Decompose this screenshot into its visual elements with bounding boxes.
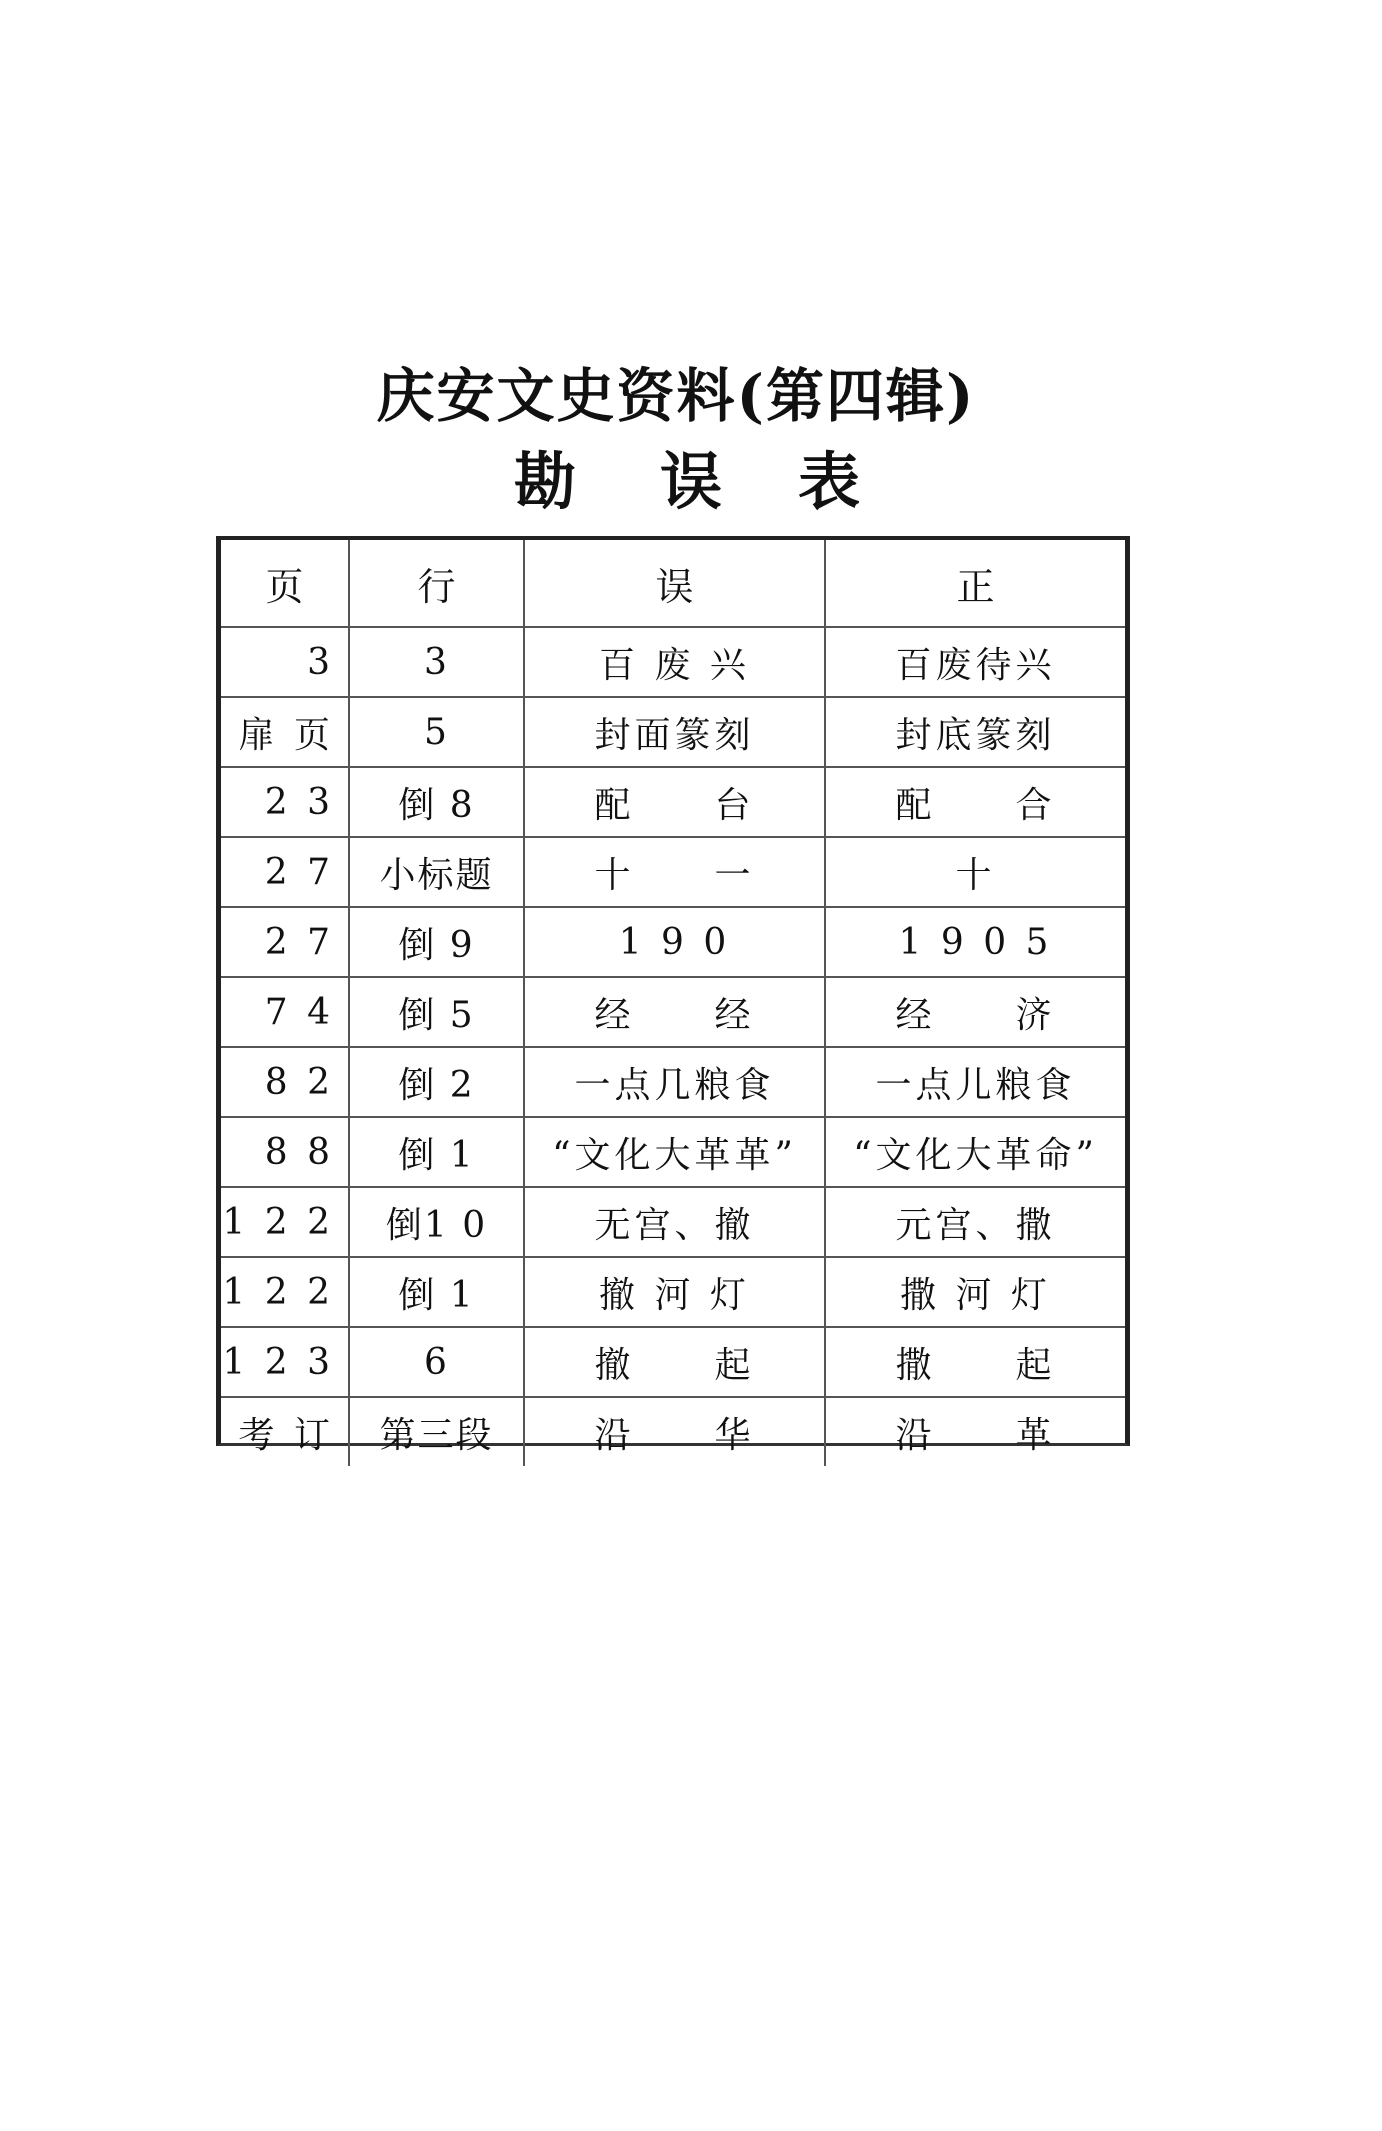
cell-correct: 沿 革 [895, 1414, 1056, 1456]
cell-line: 倒 9 [349, 907, 524, 977]
cell-wrong: 十 一 [524, 837, 825, 907]
cell-page: 7 4 [221, 977, 349, 1047]
cell-page: 1 2 3 [221, 1327, 349, 1397]
document-subtitle [0, 445, 1382, 518]
cell-line: 倒1 0 [349, 1187, 524, 1257]
cell-page: 1 2 2 [221, 1187, 349, 1257]
table-row [221, 1397, 1125, 1466]
cell-correct: 1 9 0 5 [825, 907, 1125, 977]
cell-page: 2 7 [221, 837, 349, 907]
cell-page: 考 订 [221, 1397, 349, 1466]
cell-wrong: 经 经 [524, 977, 825, 1047]
errata-table [221, 540, 1125, 1466]
subtitle-char-3: 表 [798, 445, 861, 518]
cell-correct: 经 济 [825, 977, 1125, 1047]
cell-wrong: “文化大革革” [524, 1117, 825, 1187]
table-row [221, 977, 1125, 1047]
cell-page: 3 [221, 627, 349, 697]
cell-line: 倒 8 [349, 767, 524, 837]
cell-correct: 元宫、撒 [825, 1187, 1125, 1257]
cell-line: 倒 2 [349, 1047, 524, 1117]
errata-table-frame [216, 536, 1130, 1456]
cell-page: 1 2 2 [221, 1257, 349, 1327]
subtitle-char-1: 勘 [513, 445, 576, 518]
header-correct: 正 [825, 540, 1125, 627]
cell-correct: 一点儿粮食 [825, 1047, 1125, 1117]
cell-correct: “文化大革命” [825, 1117, 1125, 1187]
table-row [221, 1257, 1125, 1327]
cell-correct: 封底篆刻 [825, 697, 1125, 767]
header-line: 行 [349, 540, 524, 627]
table-header-row [221, 540, 1125, 627]
cell-page: 扉 页 [221, 697, 349, 767]
table-row [221, 627, 1125, 697]
cell-line: 3 [349, 627, 524, 697]
subtitle-char-2: 误 [659, 445, 722, 518]
table-row [221, 1187, 1125, 1257]
cell-line: 6 [349, 1327, 524, 1397]
cell-wrong: 无宫、撤 [524, 1187, 825, 1257]
cell-wrong: 一点几粮食 [524, 1047, 825, 1117]
cell-wrong: 配 台 [524, 767, 825, 837]
cell-correct: 配 合 [825, 767, 1125, 837]
cell-correct: 十 [825, 837, 1125, 907]
cell-wrong: 撤 河 灯 [524, 1257, 825, 1327]
header-page: 页 [221, 540, 349, 627]
cell-wrong: 撤 起 [524, 1327, 825, 1397]
cell-wrong: 沿 华 [524, 1397, 825, 1466]
table-row [221, 1327, 1125, 1397]
cell-line: 小标题 [349, 837, 524, 907]
cell-correct: 撒 河 灯 [825, 1257, 1125, 1327]
cell-page: 8 2 [221, 1047, 349, 1117]
table-row [221, 1047, 1125, 1117]
cell-line: 5 [349, 697, 524, 767]
cell-page: 2 3 [221, 767, 349, 837]
errata-table-body [221, 627, 1125, 1466]
table-row [221, 767, 1125, 837]
cell-page: 8 8 [221, 1117, 349, 1187]
cell-line: 倒 1 [349, 1117, 524, 1187]
cell-page: 2 7 [221, 907, 349, 977]
cell-line: 倒 5 [349, 977, 524, 1047]
cell-wrong: 封面篆刻 [524, 697, 825, 767]
table-row [221, 907, 1125, 977]
cell-correct: 撒 起 [825, 1327, 1125, 1397]
table-row [221, 837, 1125, 907]
cell-line: 第三段 [349, 1397, 524, 1466]
title-text: 庆安文史资料(第四辑) [376, 362, 976, 430]
document-title [0, 362, 1382, 430]
cell-wrong: 1 9 0 [524, 907, 825, 977]
header-wrong: 误 [524, 540, 825, 627]
cell-wrong: 百 废 兴 [524, 627, 825, 697]
cell-correct: 百废待兴 [825, 627, 1125, 697]
cell-line: 倒 1 [349, 1257, 524, 1327]
table-row [221, 1117, 1125, 1187]
table-row [221, 697, 1125, 767]
